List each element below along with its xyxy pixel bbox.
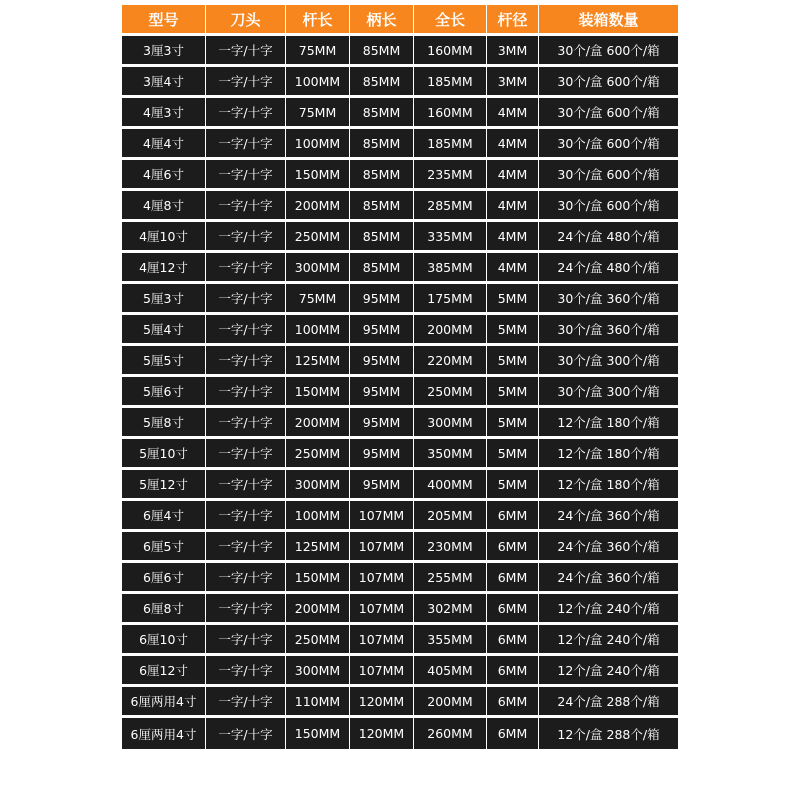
cell-total-length: 300MM (414, 408, 487, 439)
cell-handle-length: 95MM (350, 470, 414, 501)
cell-tip: 一字/十字 (206, 222, 286, 253)
table-row (122, 129, 678, 160)
cell-model: 5厘5寸 (122, 346, 206, 377)
cell-total-length: 350MM (414, 439, 487, 470)
table-row (122, 346, 678, 377)
table-row (122, 377, 678, 408)
cell-model: 4厘4寸 (122, 129, 206, 160)
cell-model: 4厘8寸 (122, 191, 206, 222)
table-row (122, 563, 678, 594)
cell-shaft-diameter: 4MM (487, 253, 539, 284)
cell-tip: 一字/十字 (206, 687, 286, 718)
cell-shaft-diameter: 6MM (487, 687, 539, 718)
cell-packing-quantity: 30个/盒 600个/箱 (539, 191, 678, 222)
cell-packing-quantity: 24个/盒 480个/箱 (539, 253, 678, 284)
cell-shaft-length: 300MM (286, 656, 350, 687)
cell-handle-length: 85MM (350, 129, 414, 160)
cell-tip: 一字/十字 (206, 718, 286, 749)
cell-handle-length: 85MM (350, 160, 414, 191)
cell-model: 6厘两用4寸 (122, 718, 206, 749)
cell-model: 4厘10寸 (122, 222, 206, 253)
cell-packing-quantity: 12个/盒 240个/箱 (539, 625, 678, 656)
cell-model: 4厘6寸 (122, 160, 206, 191)
cell-packing-quantity: 30个/盒 300个/箱 (539, 377, 678, 408)
cell-total-length: 160MM (414, 36, 487, 67)
cell-tip: 一字/十字 (206, 656, 286, 687)
cell-shaft-diameter: 5MM (487, 377, 539, 408)
cell-tip: 一字/十字 (206, 129, 286, 160)
cell-shaft-diameter: 6MM (487, 594, 539, 625)
table-row (122, 315, 678, 346)
cell-shaft-diameter: 5MM (487, 284, 539, 315)
cell-tip: 一字/十字 (206, 439, 286, 470)
cell-shaft-diameter: 4MM (487, 191, 539, 222)
cell-packing-quantity: 30个/盒 600个/箱 (539, 67, 678, 98)
cell-handle-length: 95MM (350, 408, 414, 439)
cell-handle-length: 85MM (350, 191, 414, 222)
cell-tip: 一字/十字 (206, 191, 286, 222)
cell-tip: 一字/十字 (206, 67, 286, 98)
cell-packing-quantity: 24个/盒 288个/箱 (539, 687, 678, 718)
cell-shaft-diameter: 3MM (487, 36, 539, 67)
table-row (122, 625, 678, 656)
cell-shaft-length: 300MM (286, 470, 350, 501)
cell-handle-length: 107MM (350, 594, 414, 625)
cell-total-length: 255MM (414, 563, 487, 594)
cell-tip: 一字/十字 (206, 98, 286, 129)
cell-packing-quantity: 30个/盒 600个/箱 (539, 160, 678, 191)
table-row (122, 656, 678, 687)
cell-total-length: 400MM (414, 470, 487, 501)
cell-shaft-diameter: 4MM (487, 222, 539, 253)
cell-model: 5厘6寸 (122, 377, 206, 408)
cell-tip: 一字/十字 (206, 160, 286, 191)
cell-shaft-diameter: 5MM (487, 346, 539, 377)
cell-model: 6厘两用4寸 (122, 687, 206, 718)
cell-handle-length: 85MM (350, 253, 414, 284)
cell-model: 6厘4寸 (122, 501, 206, 532)
cell-model: 4厘3寸 (122, 98, 206, 129)
cell-model: 5厘4寸 (122, 315, 206, 346)
cell-shaft-diameter: 4MM (487, 98, 539, 129)
cell-shaft-length: 75MM (286, 98, 350, 129)
cell-shaft-length: 200MM (286, 408, 350, 439)
cell-shaft-diameter: 5MM (487, 439, 539, 470)
cell-total-length: 205MM (414, 501, 487, 532)
table-header (122, 5, 678, 36)
cell-shaft-length: 75MM (286, 36, 350, 67)
spec-table (122, 5, 678, 749)
cell-packing-quantity: 24个/盒 360个/箱 (539, 501, 678, 532)
cell-shaft-length: 75MM (286, 284, 350, 315)
cell-model: 5厘3寸 (122, 284, 206, 315)
cell-tip: 一字/十字 (206, 470, 286, 501)
cell-tip: 一字/十字 (206, 625, 286, 656)
cell-shaft-length: 250MM (286, 439, 350, 470)
cell-packing-quantity: 24个/盒 360个/箱 (539, 532, 678, 563)
cell-shaft-diameter: 6MM (487, 625, 539, 656)
cell-packing-quantity: 12个/盒 180个/箱 (539, 470, 678, 501)
cell-tip: 一字/十字 (206, 563, 286, 594)
cell-tip: 一字/十字 (206, 594, 286, 625)
cell-total-length: 405MM (414, 656, 487, 687)
cell-shaft-diameter: 5MM (487, 315, 539, 346)
cell-shaft-diameter: 4MM (487, 160, 539, 191)
cell-handle-length: 107MM (350, 532, 414, 563)
table-row (122, 222, 678, 253)
cell-packing-quantity: 12个/盒 180个/箱 (539, 408, 678, 439)
cell-handle-length: 120MM (350, 718, 414, 749)
cell-total-length: 175MM (414, 284, 487, 315)
cell-total-length: 285MM (414, 191, 487, 222)
cell-packing-quantity: 30个/盒 600个/箱 (539, 36, 678, 67)
cell-shaft-diameter: 6MM (487, 718, 539, 749)
cell-packing-quantity: 24个/盒 360个/箱 (539, 563, 678, 594)
cell-tip: 一字/十字 (206, 253, 286, 284)
cell-model: 6厘8寸 (122, 594, 206, 625)
cell-packing-quantity: 12个/盒 240个/箱 (539, 594, 678, 625)
cell-shaft-diameter: 6MM (487, 656, 539, 687)
cell-handle-length: 107MM (350, 563, 414, 594)
table-row (122, 36, 678, 67)
cell-shaft-length: 250MM (286, 222, 350, 253)
cell-shaft-length: 100MM (286, 315, 350, 346)
cell-packing-quantity: 30个/盒 360个/箱 (539, 284, 678, 315)
cell-shaft-length: 200MM (286, 191, 350, 222)
cell-model: 6厘5寸 (122, 532, 206, 563)
table-row (122, 67, 678, 98)
cell-total-length: 302MM (414, 594, 487, 625)
cell-shaft-diameter: 3MM (487, 67, 539, 98)
cell-shaft-length: 110MM (286, 687, 350, 718)
cell-model: 5厘12寸 (122, 470, 206, 501)
table-row (122, 408, 678, 439)
cell-tip: 一字/十字 (206, 532, 286, 563)
cell-shaft-length: 150MM (286, 160, 350, 191)
header-row (122, 5, 678, 36)
table-row (122, 98, 678, 129)
cell-total-length: 355MM (414, 625, 487, 656)
cell-shaft-diameter: 4MM (487, 129, 539, 160)
cell-tip: 一字/十字 (206, 501, 286, 532)
cell-handle-length: 95MM (350, 377, 414, 408)
cell-model: 5厘8寸 (122, 408, 206, 439)
cell-total-length: 185MM (414, 129, 487, 160)
header-shaft-diameter: 杆径 (487, 5, 539, 36)
table-row (122, 191, 678, 222)
header-tip: 刀头 (206, 5, 286, 36)
cell-total-length: 160MM (414, 98, 487, 129)
header-handle-length: 柄长 (350, 5, 414, 36)
cell-handle-length: 95MM (350, 346, 414, 377)
cell-shaft-length: 100MM (286, 129, 350, 160)
cell-shaft-length: 125MM (286, 532, 350, 563)
cell-total-length: 385MM (414, 253, 487, 284)
cell-model: 6厘6寸 (122, 563, 206, 594)
cell-tip: 一字/十字 (206, 408, 286, 439)
header-shaft-length: 杆长 (286, 5, 350, 36)
cell-shaft-length: 300MM (286, 253, 350, 284)
table-row (122, 284, 678, 315)
table-row (122, 470, 678, 501)
cell-total-length: 250MM (414, 377, 487, 408)
cell-shaft-diameter: 6MM (487, 563, 539, 594)
table-row (122, 718, 678, 749)
cell-shaft-length: 150MM (286, 718, 350, 749)
cell-shaft-length: 150MM (286, 563, 350, 594)
table-body (122, 36, 678, 749)
table-row (122, 501, 678, 532)
cell-total-length: 260MM (414, 718, 487, 749)
cell-total-length: 220MM (414, 346, 487, 377)
cell-tip: 一字/十字 (206, 377, 286, 408)
cell-model: 3厘4寸 (122, 67, 206, 98)
cell-model: 5厘10寸 (122, 439, 206, 470)
cell-shaft-length: 200MM (286, 594, 350, 625)
cell-total-length: 200MM (414, 315, 487, 346)
cell-packing-quantity: 30个/盒 600个/箱 (539, 129, 678, 160)
cell-handle-length: 85MM (350, 98, 414, 129)
cell-shaft-diameter: 5MM (487, 470, 539, 501)
cell-handle-length: 107MM (350, 625, 414, 656)
cell-handle-length: 107MM (350, 656, 414, 687)
header-total-length: 全长 (414, 5, 487, 36)
cell-shaft-length: 100MM (286, 67, 350, 98)
cell-shaft-diameter: 5MM (487, 408, 539, 439)
cell-packing-quantity: 12个/盒 240个/箱 (539, 656, 678, 687)
cell-model: 3厘3寸 (122, 36, 206, 67)
cell-handle-length: 107MM (350, 501, 414, 532)
cell-total-length: 230MM (414, 532, 487, 563)
cell-shaft-diameter: 6MM (487, 501, 539, 532)
table-row (122, 687, 678, 718)
cell-shaft-length: 150MM (286, 377, 350, 408)
cell-packing-quantity: 30个/盒 300个/箱 (539, 346, 678, 377)
table-row (122, 253, 678, 284)
cell-total-length: 200MM (414, 687, 487, 718)
cell-packing-quantity: 12个/盒 288个/箱 (539, 718, 678, 749)
cell-shaft-length: 100MM (286, 501, 350, 532)
cell-handle-length: 85MM (350, 222, 414, 253)
cell-handle-length: 85MM (350, 67, 414, 98)
cell-handle-length: 85MM (350, 36, 414, 67)
cell-handle-length: 95MM (350, 439, 414, 470)
header-packing-quantity: 装箱数量 (539, 5, 678, 36)
cell-total-length: 185MM (414, 67, 487, 98)
cell-tip: 一字/十字 (206, 315, 286, 346)
cell-tip: 一字/十字 (206, 284, 286, 315)
spec-table-container (122, 5, 678, 796)
cell-handle-length: 120MM (350, 687, 414, 718)
cell-tip: 一字/十字 (206, 36, 286, 67)
cell-packing-quantity: 12个/盒 180个/箱 (539, 439, 678, 470)
cell-packing-quantity: 30个/盒 360个/箱 (539, 315, 678, 346)
cell-shaft-diameter: 6MM (487, 532, 539, 563)
table-row (122, 160, 678, 191)
cell-tip: 一字/十字 (206, 346, 286, 377)
cell-model: 4厘12寸 (122, 253, 206, 284)
cell-shaft-length: 125MM (286, 346, 350, 377)
cell-total-length: 235MM (414, 160, 487, 191)
table-row (122, 439, 678, 470)
header-model: 型号 (122, 5, 206, 36)
table-row (122, 532, 678, 563)
cell-handle-length: 95MM (350, 315, 414, 346)
cell-packing-quantity: 30个/盒 600个/箱 (539, 98, 678, 129)
cell-shaft-length: 250MM (286, 625, 350, 656)
cell-model: 6厘12寸 (122, 656, 206, 687)
cell-handle-length: 95MM (350, 284, 414, 315)
cell-total-length: 335MM (414, 222, 487, 253)
table-row (122, 594, 678, 625)
cell-packing-quantity: 24个/盒 480个/箱 (539, 222, 678, 253)
cell-model: 6厘10寸 (122, 625, 206, 656)
